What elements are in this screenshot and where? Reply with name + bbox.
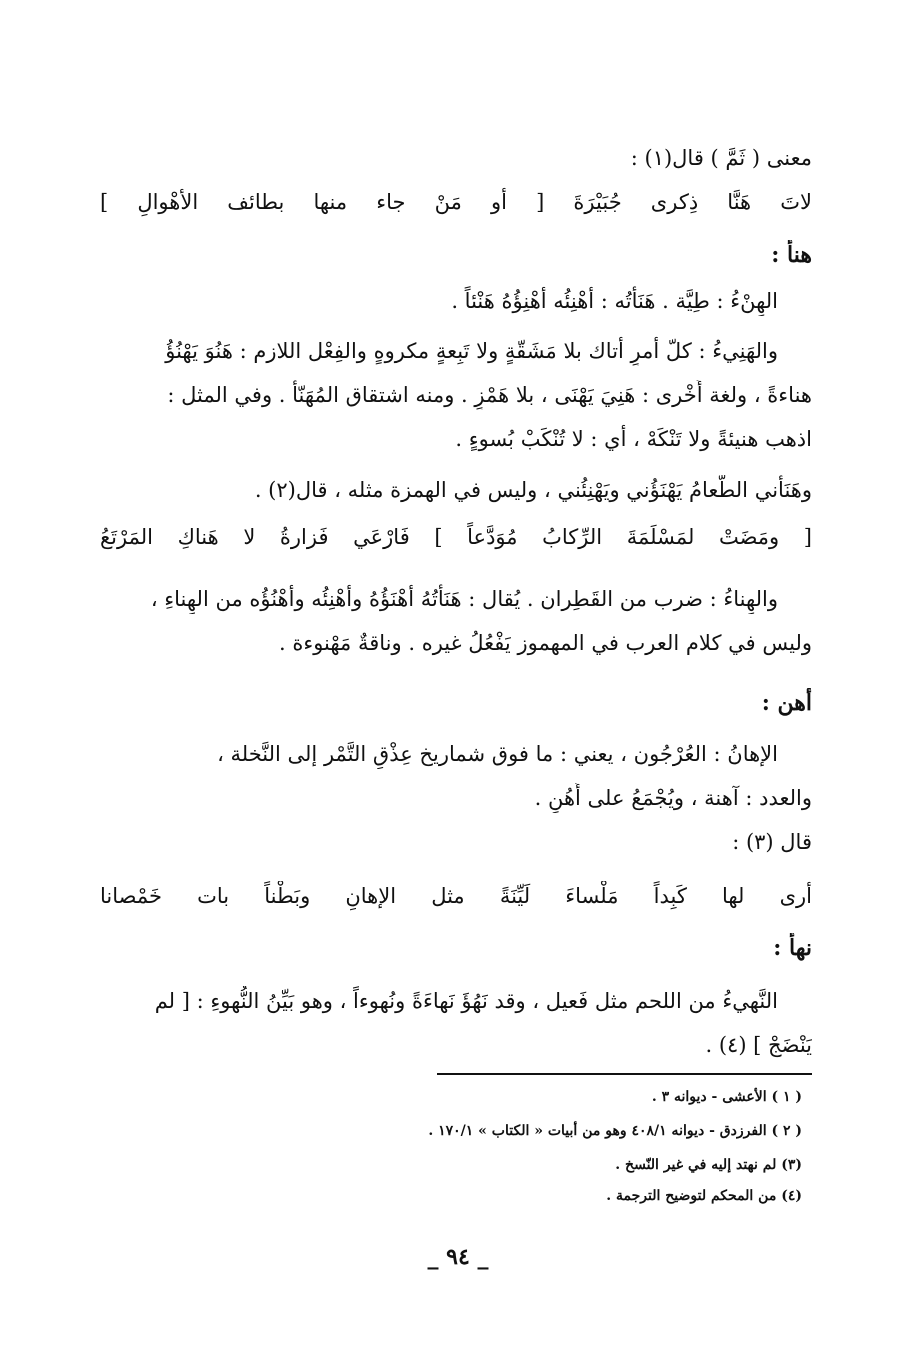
text-line: يَنْضَجْ ] (٤) .	[705, 1033, 812, 1057]
footnote: (٣) لم نهتد إليه في غير النّسخ .	[615, 1157, 802, 1173]
text-line: والهِناءُ : ضرب من القَطِران . يُقال : هَنَأْتُهُ أهْنَؤُهُ وأهْنِئُه وأهْنُؤُه من الهِناءِ ،	[150, 587, 778, 611]
text-line: الإهانُ : العُرْجُون ، يعني : ما فوق شماريخ عِذْقِ التَّمْر إلى النَّخلة ،	[217, 742, 778, 766]
document-page	[100, 0, 812, 1349]
footnote-divider	[437, 1073, 812, 1075]
footnote: ( ٢ ) الفرزدق - ديوانه ٤٠٨/١ وهو من أبيات « الكتاب » ١٧٠/١ .	[428, 1123, 802, 1139]
entry-heading: أهن :	[761, 690, 812, 716]
verse-line: لاتَ هَنَّا ذِكرى جُبَيْرَةَ [ أو مَنْ جاء منها بطائف الأهْوالِ ]	[100, 190, 812, 214]
text-line: معنى ( ثَمَّ ) قال(١) :	[630, 146, 812, 170]
text-line: قال (٣) :	[732, 830, 812, 854]
text-line: والهَنِيءُ : كلّ أمرٍ أتاك بلا مَشَقّةٍ ولا تَبِعةٍ مكروهٍ والفِعْل اللازم : هَنُوَ يَهْنُؤُ	[165, 339, 778, 363]
entry-heading: نهأ :	[773, 935, 812, 961]
footnote: (٤) من المحكم لتوضيح الترجمة .	[606, 1188, 802, 1204]
page-number: _ ٩٤ _	[427, 1244, 489, 1270]
entry-heading: هنأ :	[771, 242, 812, 268]
verse-line: [ ومَضَتْ لمَسْلَمَةَ الرِّكابُ مُوَدَّعاً ] فَارْعَي فَزارةُ لا هَناكِ المَرْتَعُ	[100, 525, 812, 549]
text-line: الهِنْءُ : طِيَّة . هَنَأْتُه : أهْنِئُه أهْنِؤُهُ هَنْئاً .	[451, 289, 778, 313]
text-line: اذهب هنيئةً ولا تَنْكَهْ ، أي : لا تُنْكَبْ بُسوءٍ .	[455, 427, 812, 451]
text-line: النَّهيءُ من اللحم مثل فَعيل ، وقد نَهُؤَ نَهاءَةً ونُهوءاً ، وهو بَيِّنُ النُّهوءِ : [ لم	[154, 989, 778, 1013]
text-line: وليس في كلام العرب في المهموز يَفْعُلُ غيره . وناقةٌ مَهْنوءة .	[278, 631, 812, 655]
text-line: والعدد : آهنة ، ويُجْمَعُ على أُهُنٍ .	[534, 786, 812, 810]
text-line: هناءةً ، ولغة أُخْرى : هَنِيَ يَهْنَى ، بلا هَمْزٍ . ومنه اشتقاق المُهَنّأ . وفي المثل :	[167, 383, 812, 407]
footnote: ( ١ ) الأعشى - ديوانه ٣ .	[651, 1089, 802, 1105]
text-line: وهَنَأني الطّعامُ يَهْنَؤُني ويَهْنِئُني ، وليس في الهمزة مثله ، قال(٢) .	[254, 478, 812, 502]
verse-line: أرى لها كَبِداً مَلْساءَ لَيِّنَةً مثل الإهانِ وبَطْناً بات خَمْصانا	[100, 884, 812, 908]
